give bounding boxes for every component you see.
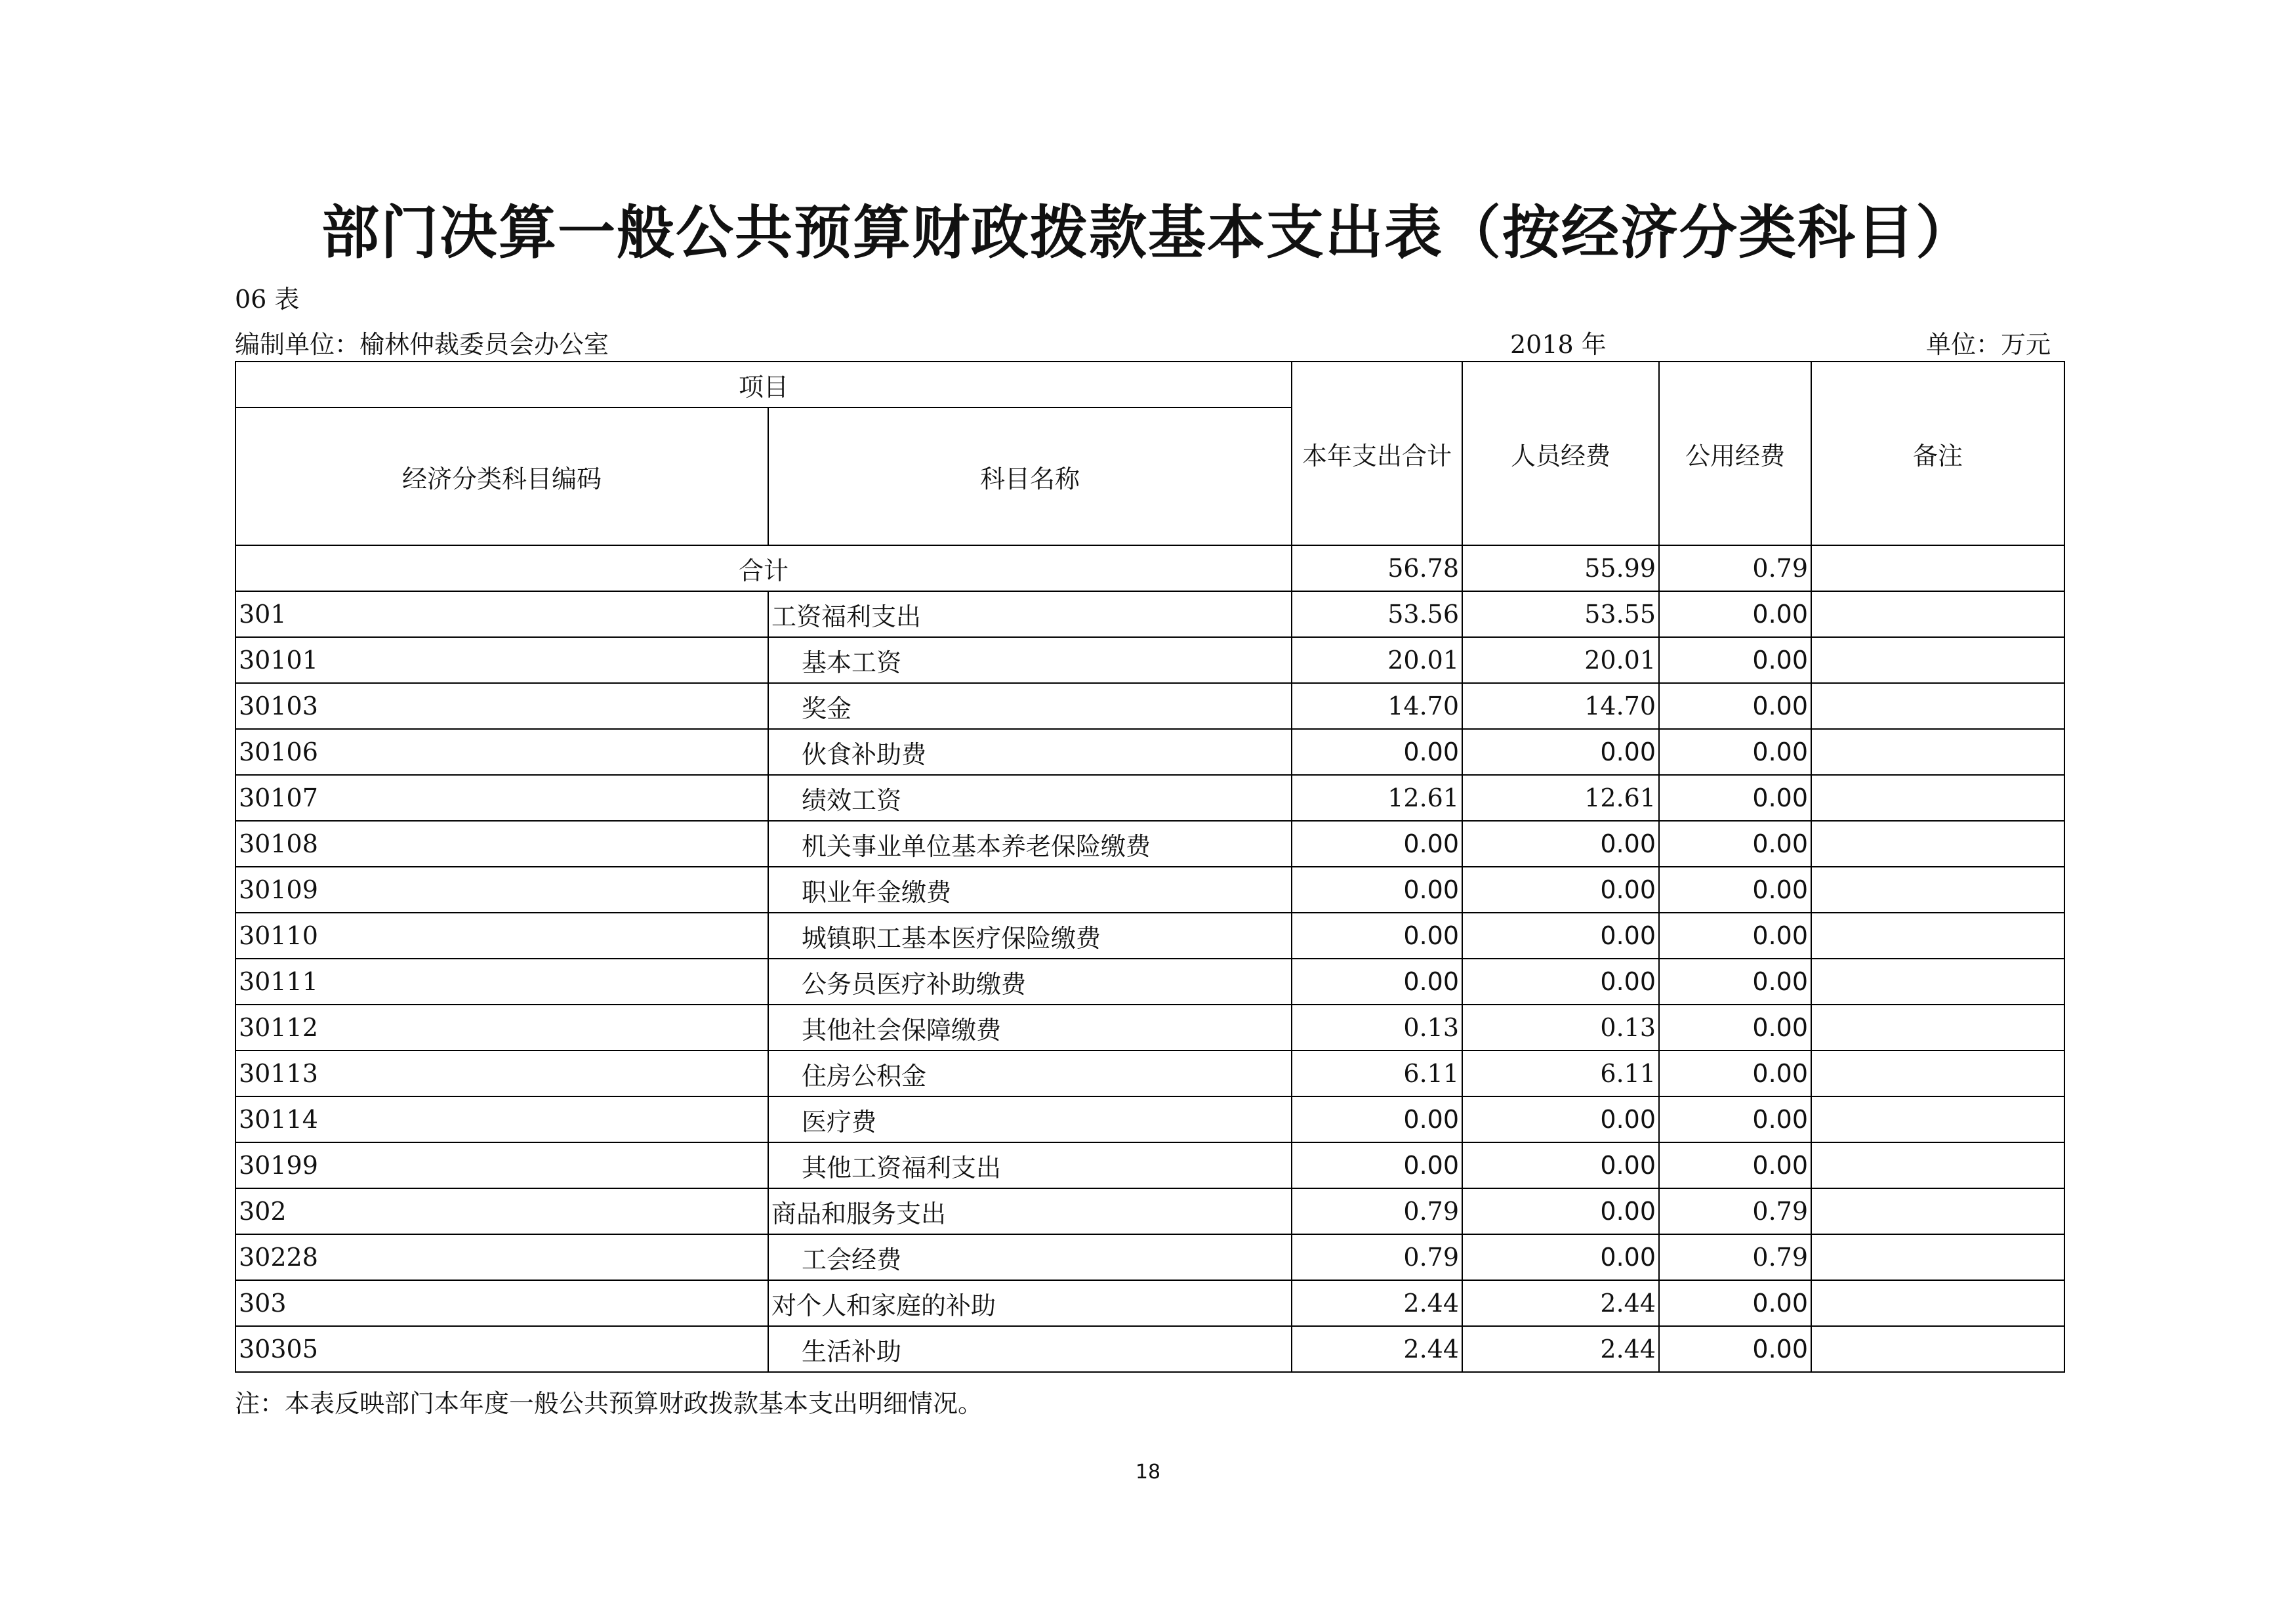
row-name: 生活补助 — [768, 1326, 1292, 1372]
table-row — [236, 591, 2064, 637]
row-personnel: 0.00 — [1462, 821, 1659, 867]
row-total: 0.13 — [1292, 1005, 1462, 1051]
row-personnel: 14.70 — [1462, 683, 1659, 729]
row-total: 14.70 — [1292, 683, 1462, 729]
row-name: 其他工资福利支出 — [768, 1142, 1292, 1188]
table-row — [236, 821, 2064, 867]
header-total: 本年支出合计 — [1292, 362, 1462, 545]
table-row — [236, 1005, 2064, 1051]
header-remark: 备注 — [1811, 362, 2064, 545]
row-remark — [1811, 637, 2064, 683]
row-code: 30199 — [236, 1142, 768, 1188]
table-row — [236, 913, 2064, 959]
row-name: 其他社会保障缴费 — [768, 1005, 1292, 1051]
header-public: 公用经费 — [1659, 362, 1811, 545]
table-row — [236, 959, 2064, 1005]
row-total: 53.56 — [1292, 591, 1462, 637]
row-remark — [1811, 683, 2064, 729]
row-personnel: 0.00 — [1462, 1096, 1659, 1142]
header-code: 经济分类科目编码 — [236, 407, 768, 545]
compiling-unit: 编制单位：榆林仲裁委员会办公室 — [235, 330, 609, 359]
total-amount: 56.78 — [1292, 545, 1462, 591]
row-remark — [1811, 1234, 2064, 1280]
row-public: 0.00 — [1659, 683, 1811, 729]
row-personnel: 0.13 — [1462, 1005, 1659, 1051]
row-total: 20.01 — [1292, 637, 1462, 683]
table-row — [236, 1051, 2064, 1096]
row-code: 30113 — [236, 1051, 768, 1096]
header-item: 项目 — [236, 362, 1292, 407]
row-name: 工资福利支出 — [768, 591, 1292, 637]
row-name: 对个人和家庭的补助 — [768, 1280, 1292, 1326]
row-code: 30101 — [236, 637, 768, 683]
row-code: 30305 — [236, 1326, 768, 1372]
row-public: 0.00 — [1659, 1096, 1811, 1142]
row-code: 30110 — [236, 913, 768, 959]
expenditure-table — [235, 361, 2065, 1373]
row-remark — [1811, 1142, 2064, 1188]
row-public: 0.00 — [1659, 821, 1811, 867]
row-public: 0.00 — [1659, 1326, 1811, 1372]
row-name: 机关事业单位基本养老保险缴费 — [768, 821, 1292, 867]
row-name: 绩效工资 — [768, 775, 1292, 821]
row-remark — [1811, 1051, 2064, 1096]
total-row — [236, 545, 2064, 591]
row-code: 30112 — [236, 1005, 768, 1051]
row-total: 2.44 — [1292, 1280, 1462, 1326]
row-remark — [1811, 729, 2064, 775]
currency-unit: 单位：万元 — [1926, 330, 2051, 359]
row-personnel: 0.00 — [1462, 729, 1659, 775]
page-number: 18 — [1135, 1461, 1161, 1484]
row-public: 0.00 — [1659, 729, 1811, 775]
row-personnel: 12.61 — [1462, 775, 1659, 821]
table-number: 06 表 — [235, 285, 300, 314]
row-total: 0.00 — [1292, 729, 1462, 775]
table-row — [236, 1096, 2064, 1142]
row-code: 30228 — [236, 1234, 768, 1280]
row-name: 公务员医疗补助缴费 — [768, 959, 1292, 1005]
row-total: 2.44 — [1292, 1326, 1462, 1372]
row-remark — [1811, 867, 2064, 913]
row-total: 0.79 — [1292, 1188, 1462, 1234]
row-remark — [1811, 821, 2064, 867]
row-remark — [1811, 1096, 2064, 1142]
total-public: 0.79 — [1659, 545, 1811, 591]
row-remark — [1811, 959, 2064, 1005]
row-total: 0.00 — [1292, 959, 1462, 1005]
row-total: 6.11 — [1292, 1051, 1462, 1096]
table-row — [236, 775, 2064, 821]
row-personnel: 0.00 — [1462, 867, 1659, 913]
row-public: 0.79 — [1659, 1188, 1811, 1234]
row-personnel: 20.01 — [1462, 637, 1659, 683]
row-public: 0.00 — [1659, 1005, 1811, 1051]
row-public: 0.00 — [1659, 1280, 1811, 1326]
report-year: 2018 年 — [1510, 330, 1607, 359]
table-row — [236, 1326, 2064, 1372]
row-name: 商品和服务支出 — [768, 1188, 1292, 1234]
total-remark — [1811, 545, 2064, 591]
row-personnel: 0.00 — [1462, 1188, 1659, 1234]
row-total: 0.79 — [1292, 1234, 1462, 1280]
row-remark — [1811, 1280, 2064, 1326]
table-row — [236, 867, 2064, 913]
row-remark — [1811, 1005, 2064, 1051]
header-personnel: 人员经费 — [1462, 362, 1659, 545]
row-public: 0.00 — [1659, 1051, 1811, 1096]
row-code: 30107 — [236, 775, 768, 821]
table-row — [236, 1188, 2064, 1234]
row-personnel: 6.11 — [1462, 1051, 1659, 1096]
row-total: 0.00 — [1292, 1142, 1462, 1188]
row-remark — [1811, 1326, 2064, 1372]
row-public: 0.79 — [1659, 1234, 1811, 1280]
table-row — [236, 683, 2064, 729]
row-personnel: 2.44 — [1462, 1280, 1659, 1326]
row-total: 0.00 — [1292, 913, 1462, 959]
row-public: 0.00 — [1659, 959, 1811, 1005]
row-personnel: 0.00 — [1462, 1142, 1659, 1188]
row-remark — [1811, 775, 2064, 821]
row-code: 30111 — [236, 959, 768, 1005]
row-public: 0.00 — [1659, 591, 1811, 637]
row-total: 0.00 — [1292, 1096, 1462, 1142]
row-code: 30103 — [236, 683, 768, 729]
row-name: 奖金 — [768, 683, 1292, 729]
row-remark — [1811, 591, 2064, 637]
page-title: 部门决算一般公共预算财政拨款基本支出表（按经济分类科目） — [321, 199, 1975, 266]
row-name: 城镇职工基本医疗保险缴费 — [768, 913, 1292, 959]
row-public: 0.00 — [1659, 775, 1811, 821]
row-code: 301 — [236, 591, 768, 637]
row-code: 303 — [236, 1280, 768, 1326]
row-personnel: 0.00 — [1462, 913, 1659, 959]
row-name: 伙食补助费 — [768, 729, 1292, 775]
row-remark — [1811, 1188, 2064, 1234]
row-name: 工会经费 — [768, 1234, 1292, 1280]
row-name: 基本工资 — [768, 637, 1292, 683]
row-public: 0.00 — [1659, 867, 1811, 913]
row-total: 0.00 — [1292, 821, 1462, 867]
row-name: 住房公积金 — [768, 1051, 1292, 1096]
total-label: 合计 — [236, 545, 1292, 591]
row-total: 12.61 — [1292, 775, 1462, 821]
row-personnel: 0.00 — [1462, 1234, 1659, 1280]
row-name: 职业年金缴费 — [768, 867, 1292, 913]
table-row — [236, 1280, 2064, 1326]
table-row — [236, 1234, 2064, 1280]
row-code: 30108 — [236, 821, 768, 867]
row-code: 302 — [236, 1188, 768, 1234]
header-name: 科目名称 — [768, 407, 1292, 545]
row-code: 30114 — [236, 1096, 768, 1142]
row-public: 0.00 — [1659, 637, 1811, 683]
footnote: 注：本表反映部门本年度一般公共预算财政拨款基本支出明细情况。 — [235, 1389, 983, 1418]
row-personnel: 0.00 — [1462, 959, 1659, 1005]
row-total: 0.00 — [1292, 867, 1462, 913]
table-row — [236, 637, 2064, 683]
table-row — [236, 1142, 2064, 1188]
row-code: 30109 — [236, 867, 768, 913]
row-public: 0.00 — [1659, 913, 1811, 959]
row-personnel: 53.55 — [1462, 591, 1659, 637]
table-row — [236, 729, 2064, 775]
total-personnel: 55.99 — [1462, 545, 1659, 591]
row-code: 30106 — [236, 729, 768, 775]
row-remark — [1811, 913, 2064, 959]
row-public: 0.00 — [1659, 1142, 1811, 1188]
row-personnel: 2.44 — [1462, 1326, 1659, 1372]
row-name: 医疗费 — [768, 1096, 1292, 1142]
